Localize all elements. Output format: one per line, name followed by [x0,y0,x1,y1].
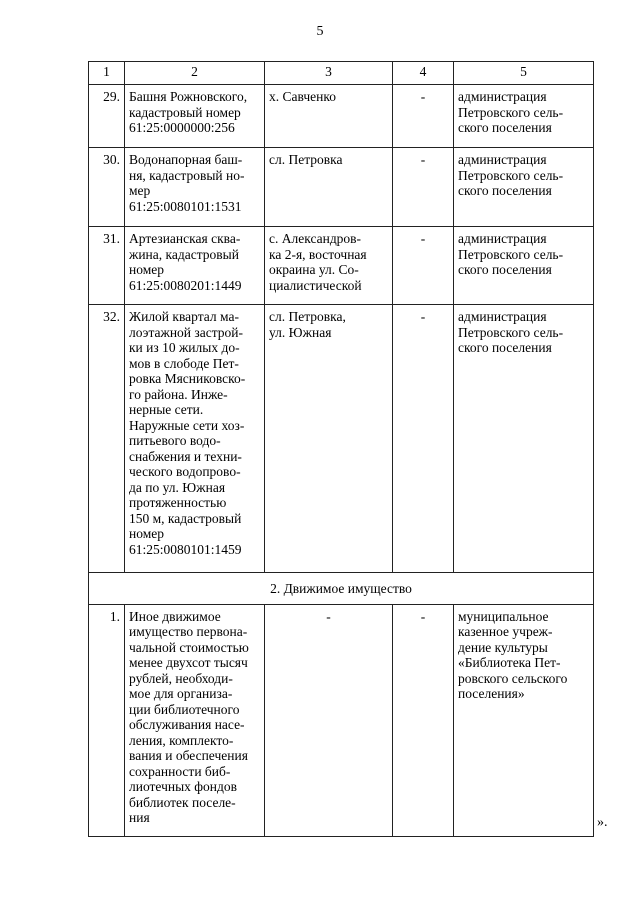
page-number: 5 [316,24,324,39]
closing-quote: ». [597,815,608,830]
object-name: Иное движимое имущество первона- чальной стоимостью менее двухсот тысяч рублей, необходи- мое для организа- ции библиотечного обслуживания насе- ления, комплекто- вания и обеспечения сохранности биб- лиотечных фондов библиотек поселе- ния [125,604,265,836]
object-name: Башня Рожновского, кадастровый номер 61:25:0000000:256 [125,85,265,148]
object-location: сл. Петровка [265,148,393,227]
section-title: 2. Движимое имущество [89,573,594,605]
header-cell: 2 [125,62,265,85]
object-location: х. Савченко [265,85,393,148]
table-header-row [89,62,594,85]
object-name: Жилой квартал ма- лоэтажной застрой- ки из 10 жилых до- мов в слободе Пет- ровка Мясниковско- го района. Инже- нерные сети. Наружные сети хоз- питьевого водо- снабжения и техни- ческого водопрово- да по ул. Южная протяженностью 150 м, кадастровый номер 61:25:0080101:1459 [125,305,265,573]
section-row [89,573,594,605]
table-row [89,604,594,836]
object-holder: администрация Петровского сель- ского поселения [454,85,594,148]
table-row [89,85,594,148]
object-characteristics: - [393,305,454,573]
object-name: Артезианская сква- жина, кадастровый номер 61:25:0080201:1449 [125,227,265,305]
row-number: 29. [89,85,125,148]
object-characteristics: - [393,148,454,227]
object-holder: администрация Петровского сель- ского поселения [454,227,594,305]
object-name: Водонапорная баш- ня, кадастровый но- мер 61:25:0080101:1531 [125,148,265,227]
object-holder: муниципальное казенное учреж- дение культуры «Библиотека Пет- ровского сельского поселения» [454,604,594,836]
table-row [89,227,594,305]
object-location: сл. Петровка, ул. Южная [265,305,393,573]
property-table [88,61,594,837]
header-cell: 5 [454,62,594,85]
row-number: 32. [89,305,125,573]
object-location: - [265,604,393,836]
table-row [89,148,594,227]
header-cell: 1 [89,62,125,85]
object-characteristics: - [393,604,454,836]
row-number: 31. [89,227,125,305]
object-characteristics: - [393,227,454,305]
header-cell: 4 [393,62,454,85]
table-row [89,305,594,573]
row-number: 1. [89,604,125,836]
row-number: 30. [89,148,125,227]
object-location: с. Александров- ка 2-я, восточная окраина ул. Со- циалистической [265,227,393,305]
header-cell: 3 [265,62,393,85]
object-characteristics: - [393,85,454,148]
object-holder: администрация Петровского сель- ского поселения [454,148,594,227]
object-holder: администрация Петровского сель- ского поселения [454,305,594,573]
